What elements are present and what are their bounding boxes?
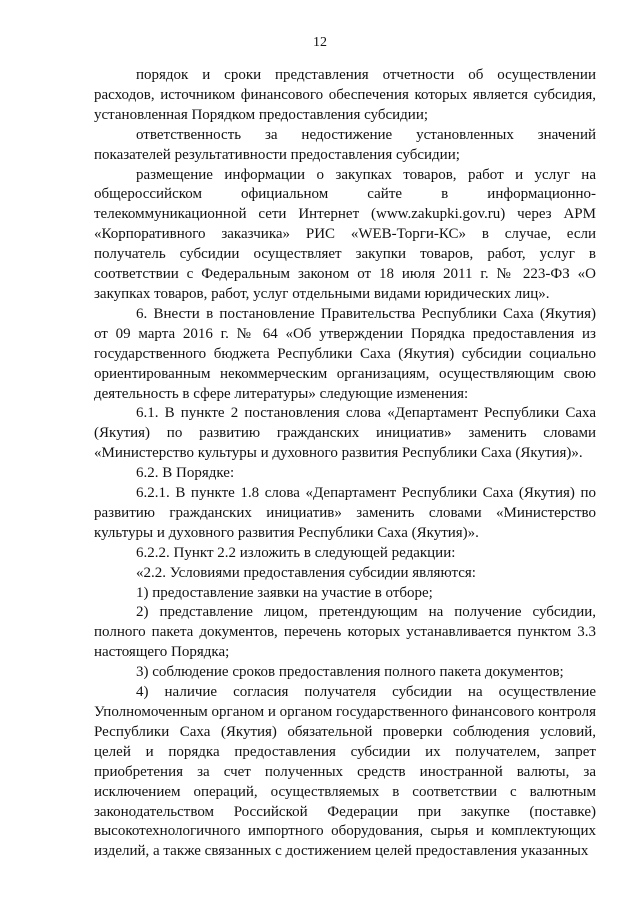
document-body (94, 66, 596, 862)
paragraph: порядок и сроки представления отчетности об осуществлении расходов, источником финансового обеспечения которых является субсидия, установленная Порядком предоставления субсидии; (94, 67, 596, 123)
paragraph: 6.2. В Порядке: (136, 465, 235, 482)
paragraph: «2.2. Условиями предоставления субсидии являются: (136, 564, 476, 581)
paragraph: 6.1. В пункте 2 постановления слова «Департамент Республики Саха (Якутия) по развитию гражданских инициатив» заменить словами «Министерство культуры и духовного развития Республики Саха (Якутия)». (94, 405, 596, 462)
paragraph: размещение информации о закупках товаров, работ и услуг на общероссийском официальном сайте в информационно-телекоммуникационной сети Интернет (www.zakupki.gov.ru) через АРМ «Корпоративного заказчика» РИС «WEB-Торги-КС» в случае, если получатель субсидии осуществляет закупки товаров, работ, услуг в соответствии с Федеральным законом от 18 июля 2011 г. № 223-ФЗ «О закупках товаров, работ, услуг отдельными видами юридических лиц». (94, 166, 596, 302)
paragraph: 3) соблюдение сроков предоставления полного пакета документов; (136, 664, 564, 681)
paragraph: 6. Внести в постановление Правительства Республики Саха (Якутия) от 09 марта 2016 г. № 64 «Об утверждении Порядка предоставления из государственного бюджета Республики Саха (Якутия) субсидии социально ориентированным некоммерческим организациям, осуществляющим свою деятельность в сфере литературы» следующие изменения: (94, 305, 596, 402)
paragraph: 4) наличие согласия получателя субсидии на осуществление Уполномоченным органом и органом государственного финансового контроля Республики Саха (Якутия) обязательной проверки соблюдения условий, целей и порядка предоставления субсидии их получателем, запрет приобретения за счет полученных средств иностранной валюты, за исключением операций, осуществляемых в соответствии с валютным законодательством Российской Федерации при закупке (поставке) высокотехнологичного импортного оборудования, сырья и комплектующих изделий, а также связанных с достижением целей предоставления указанных (94, 684, 596, 860)
paragraph: 6.2.1. В пункте 1.8 слова «Департамент Республики Саха (Якутия) по развитию гражданских инициатив» заменить словами «Министерство культуры и духовного развития Республики Саха (Якутия)». (94, 485, 596, 541)
paragraph: 2) представление лицом, претендующим на получение субсидии, полного пакета документов, перечень которых устанавливается пунктом 3.3 настоящего Порядка; (94, 604, 596, 661)
page-number: 12 (313, 35, 327, 50)
paragraph: 6.2.2. Пункт 2.2 изложить в следующей редакции: (136, 544, 456, 561)
paragraph: ответственность за недостижение установленных значений показателей результативности предоставления субсидии; (94, 126, 596, 163)
paragraph: 1) предоставление заявки на участие в отборе; (136, 584, 433, 601)
